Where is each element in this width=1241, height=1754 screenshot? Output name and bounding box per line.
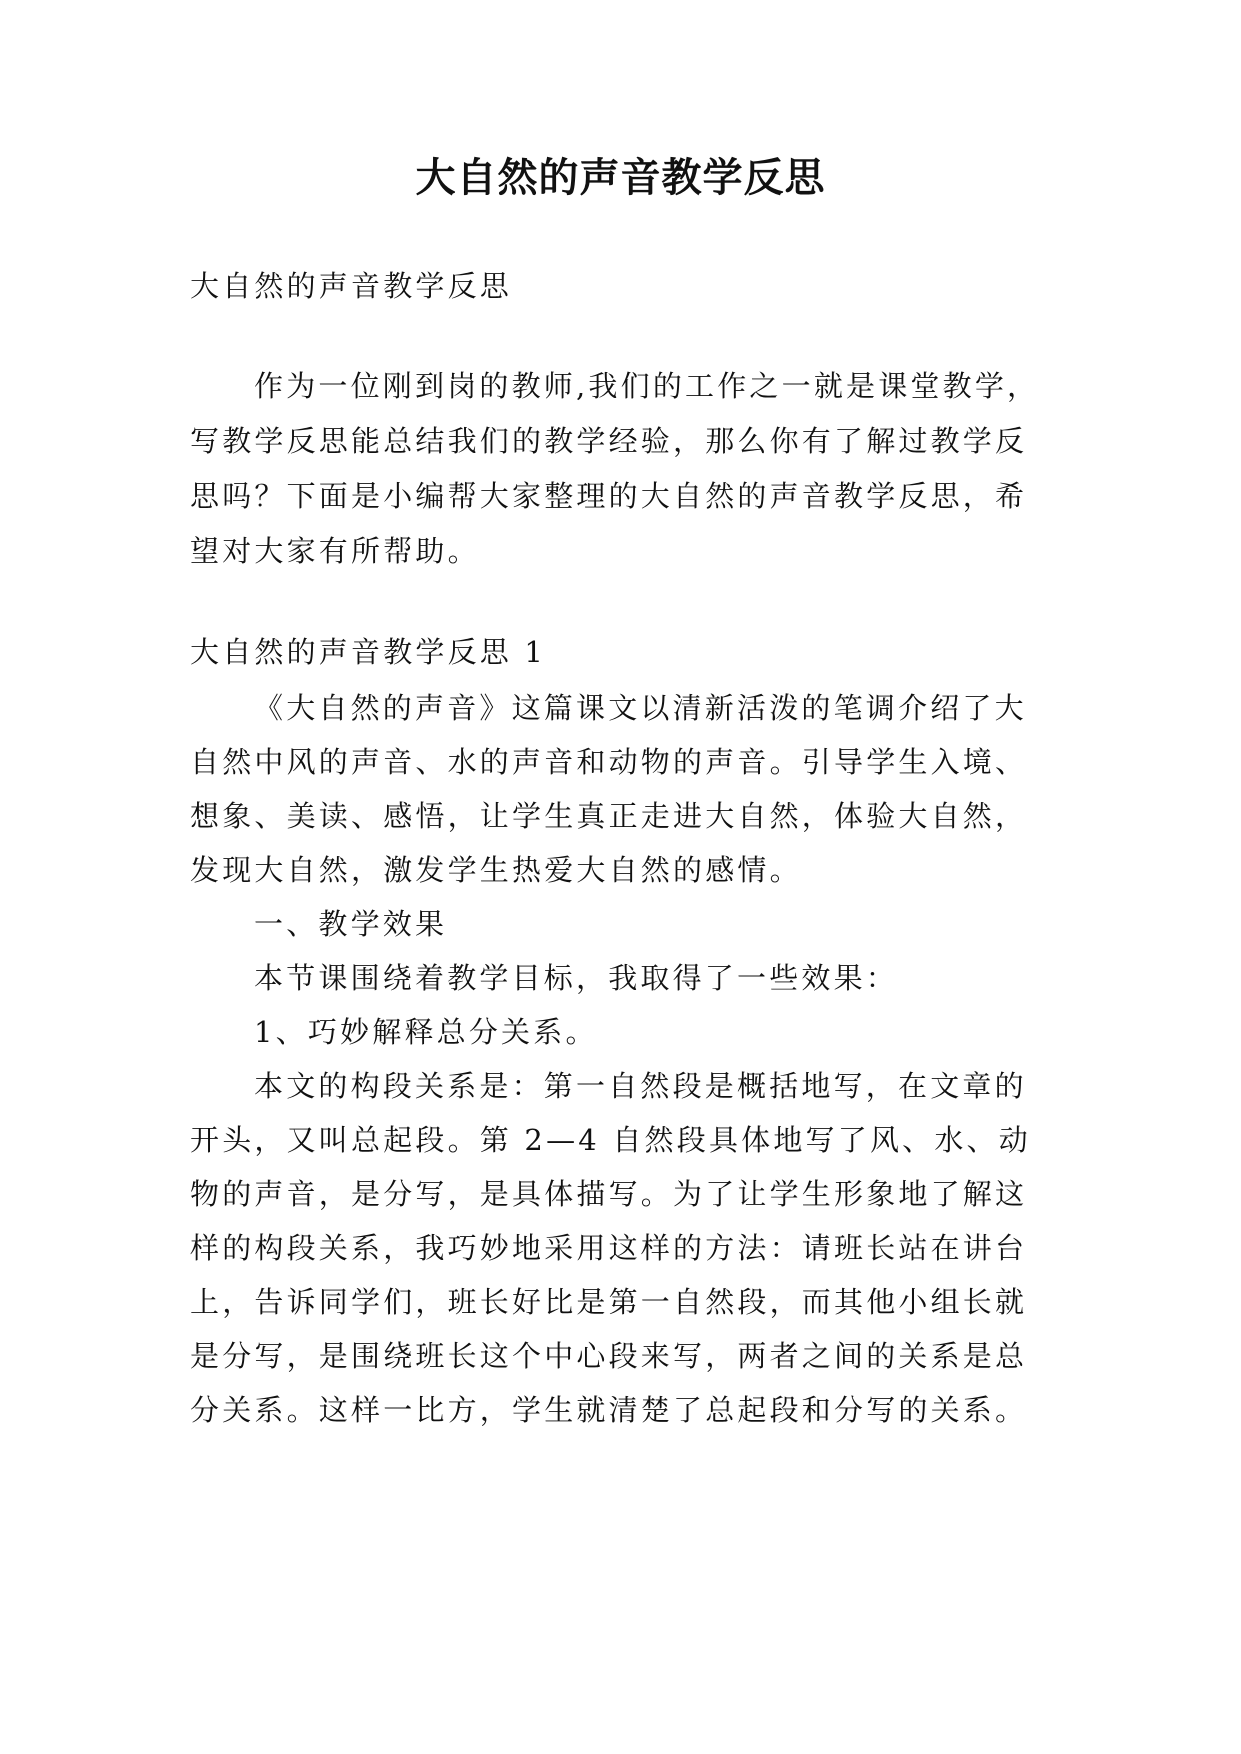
paragraph-line: 自然中风的声音、水的声音和动物的声音。引导学生入境、: [190, 745, 1028, 779]
paragraph-line: 《大自然的声音》这篇课文以清新活泼的笔调介绍了大: [254, 691, 1027, 725]
paragraph-line: 上，告诉同学们，班长好比是第一自然段，而其他小组长就: [190, 1285, 1028, 1319]
intro-line: 写教学反思能总结我们的教学经验，那么你有了解过教学反: [190, 424, 1028, 458]
item-heading: 一、教学效果: [254, 907, 448, 941]
intro-line: 思吗？下面是小编帮大家整理的大自然的声音教学反思，希: [190, 479, 1028, 513]
effect-intro: 本节课围绕着教学目标，我取得了一些效果：: [254, 961, 899, 995]
paragraph-line: 是分写，是围绕班长这个中心段来写，两者之间的关系是总: [190, 1339, 1028, 1373]
paragraph-line: 物的声音，是分写，是具体描写。为了让学生形象地了解这: [190, 1177, 1028, 1211]
document-title: 大自然的声音教学反思: [415, 155, 826, 201]
paragraph-line: 本文的构段关系是：第一自然段是概括地写，在文章的: [254, 1069, 1027, 1103]
paragraph-line: 开头，又叫总起段。第 2—4 自然段具体地写了风、水、动: [190, 1123, 1031, 1157]
paragraph-line: 发现大自然，激发学生热爱大自然的感情。: [190, 853, 802, 887]
section-heading: 大自然的声音教学反思 1: [190, 635, 547, 669]
point-heading: 1、巧妙解释总分关系。: [254, 1015, 598, 1049]
document-subtitle: 大自然的声音教学反思: [190, 269, 513, 303]
intro-line: 望对大家有所帮助。: [190, 534, 480, 568]
paragraph-line: 样的构段关系，我巧妙地采用这样的方法：请班长站在讲台: [190, 1231, 1028, 1265]
paragraph-line: 想象、美读、感悟，让学生真正走进大自然，体验大自然，: [190, 799, 1028, 833]
paragraph-line: 分关系。这样一比方，学生就清楚了总起段和分写的关系。: [190, 1393, 1028, 1427]
intro-line: 作为一位刚到岗的教师,我们的工作之一就是课堂教学，: [254, 369, 1040, 403]
